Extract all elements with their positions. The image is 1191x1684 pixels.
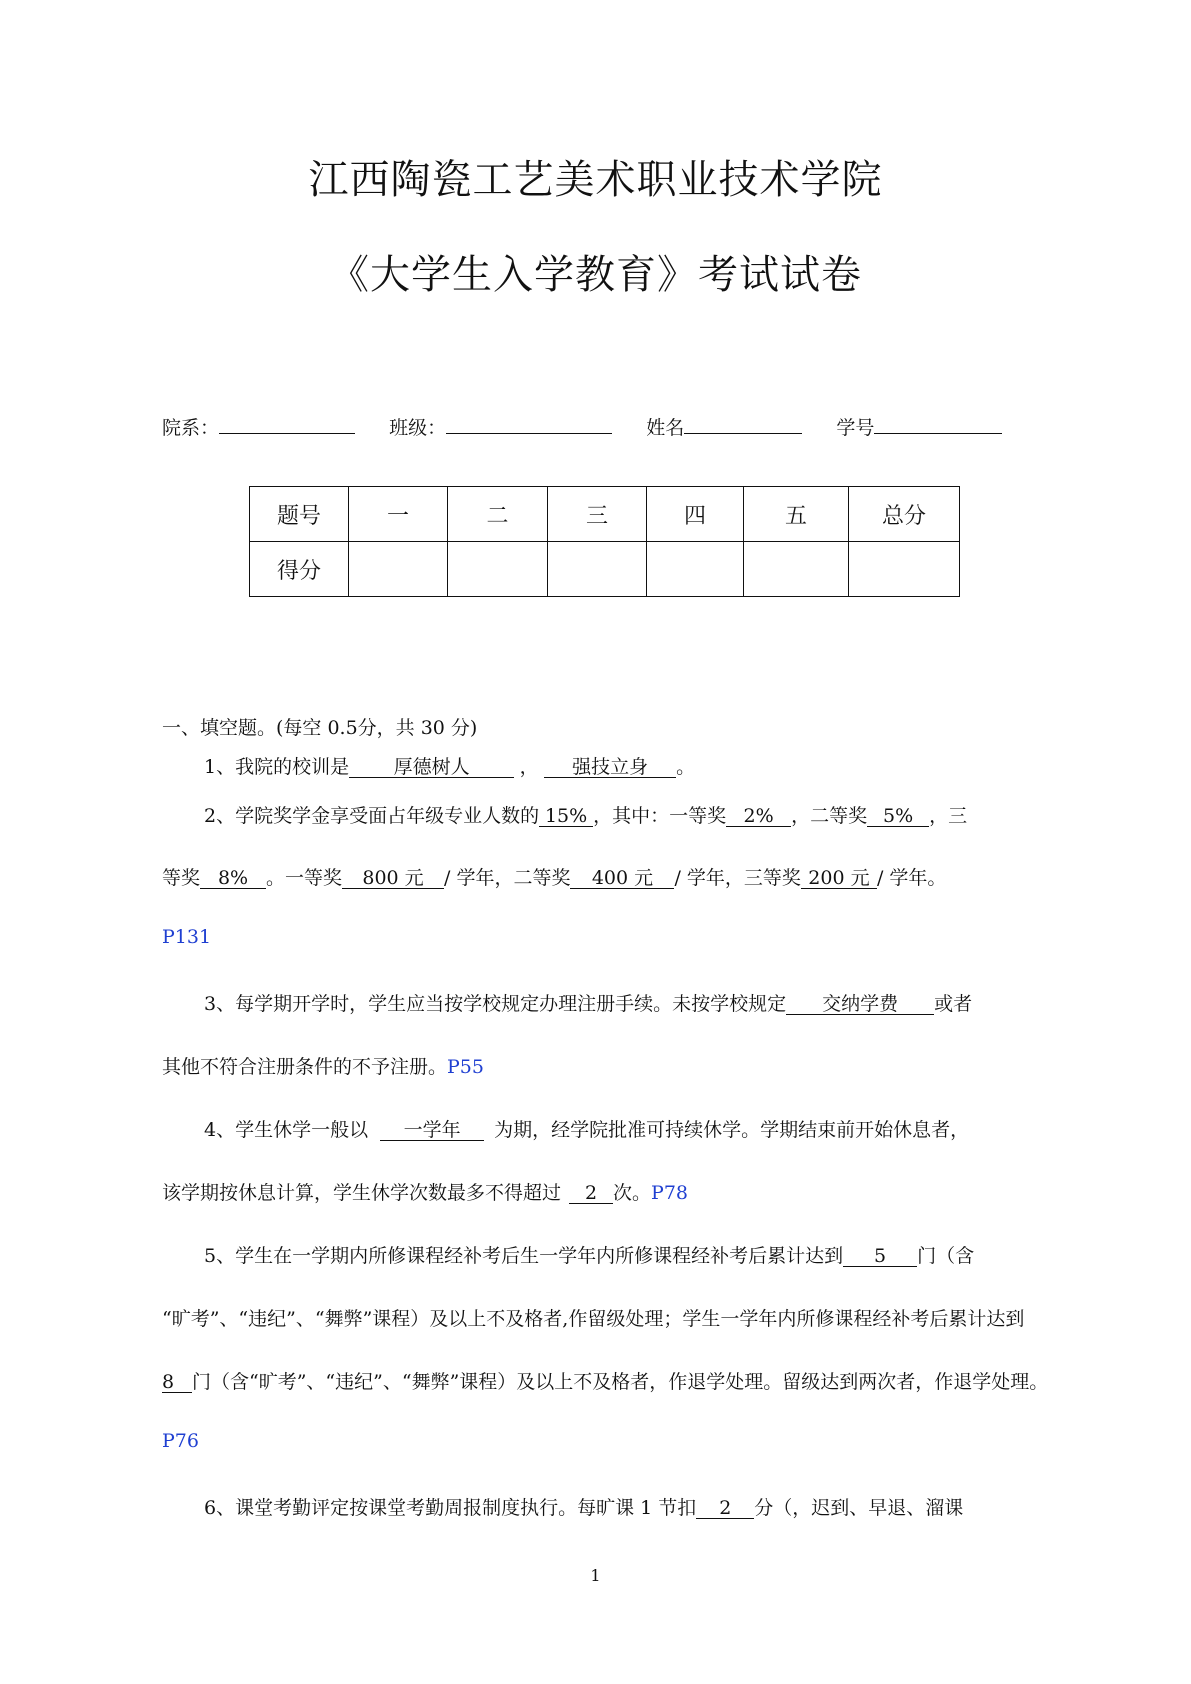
student-id-label: 学号 <box>836 417 875 439</box>
class-blank <box>446 415 612 434</box>
section-heading: 一、填空题。(每空 0.5分，共 30 分) <box>162 717 478 739</box>
header-cell: 一 <box>349 487 448 542</box>
header-cell: 三 <box>548 487 647 542</box>
dept-label: 院系： <box>162 417 220 439</box>
header-cell: 题号 <box>250 487 349 542</box>
question-5-line-2: “旷考”、“违纪”、“舞弊”课程）及以上不及格者,作留级处理；学生一学年内所修课程经补考后累计达到 <box>162 1308 1025 1330</box>
page-reference: P78 <box>651 1182 688 1204</box>
question-6: 6、课堂考勤评定按课堂考勤周报制度执行。每旷课 1 节扣 2 分（，迟到、早退、溜课 <box>204 1497 964 1519</box>
question-4-line-1: 4、学生休学一般以 一学年 为期，经学院批准可持续休学。学期结束前开始休息者， <box>204 1119 970 1141</box>
class-label: 班级： <box>389 417 447 439</box>
question-5-line-3: 8 门（含“旷考”、“违纪”、“舞弊”课程）及以上不及格者，作退学处理。留级达到两次者，作退学处理。 <box>162 1371 1049 1393</box>
question-5-line-1: 5、学生在一学期内所修课程经补考后生一学年内所修课程经补考后累计达到 5 门（含 <box>204 1245 975 1267</box>
student-info-row <box>162 413 1042 440</box>
question-2-line-1: 2、学院奖学金享受面占年级专业人数的 15% ，其中：一等奖 2% ，二等奖 5% ，三 <box>204 805 968 827</box>
score-cell[interactable] <box>448 542 548 597</box>
header-cell: 五 <box>744 487 849 542</box>
name-blank <box>684 415 802 434</box>
answer-blank: 800 元 <box>342 868 444 889</box>
answer-blank: 8% <box>200 868 266 889</box>
answer-blank: 15% <box>539 806 593 827</box>
answer-blank: 2% <box>726 806 791 827</box>
question-4-line-2: 该学期按休息计算，学生休学次数最多不得超过 2 次。P78 <box>162 1182 688 1204</box>
page-reference: P76 <box>162 1430 199 1452</box>
dept-blank <box>219 415 355 434</box>
answer-blank: 8 <box>162 1372 192 1393</box>
row-label: 得分 <box>250 542 349 597</box>
question-1: 1、我院的校训是 厚德树人 ， 强技立身 。 <box>204 756 696 778</box>
page-reference: P55 <box>447 1056 484 1078</box>
page-number: 1 <box>590 1566 601 1585</box>
question-2-line-2: 等奖 8% 。一等奖 800 元 / 学年，二等奖 400 元 / 学年，三等奖 200 元 / 学年。 <box>162 867 947 889</box>
header-cell: 二 <box>448 487 548 542</box>
answer-blank: 厚德树人 <box>349 757 514 778</box>
answer-blank: 一学年 <box>380 1120 484 1141</box>
answer-blank: 5 <box>843 1246 917 1267</box>
answer-blank: 2 <box>696 1498 754 1519</box>
answer-blank: 200 元 <box>801 868 877 889</box>
student-id-blank <box>874 415 1002 434</box>
answer-blank: 交纳学费 <box>786 994 934 1015</box>
answer-blank: 强技立身 <box>544 757 676 778</box>
exam-title: 《大学生入学教育》考试试卷 <box>329 252 862 298</box>
question-3-line-2: 其他不符合注册条件的不予注册。P55 <box>162 1056 484 1078</box>
score-cell[interactable] <box>349 542 448 597</box>
score-cell[interactable] <box>849 542 960 597</box>
answer-blank: 400 元 <box>570 868 674 889</box>
score-table-row <box>250 542 960 597</box>
school-title: 江西陶瓷工艺美术职业技术学院 <box>308 157 883 203</box>
score-table <box>249 486 960 597</box>
question-3-line-1: 3、每学期开学时，学生应当按学校规定办理注册手续。未按学校规定 交纳学费 或者 <box>204 993 973 1015</box>
score-cell[interactable] <box>548 542 647 597</box>
score-cell[interactable] <box>647 542 744 597</box>
score-cell[interactable] <box>744 542 849 597</box>
name-label: 姓名 <box>646 417 685 439</box>
score-table-header <box>250 487 960 542</box>
answer-blank: 2 <box>569 1183 613 1204</box>
header-cell: 总分 <box>849 487 960 542</box>
answer-blank: 5% <box>867 806 929 827</box>
page-reference: P131 <box>162 926 212 948</box>
header-cell: 四 <box>647 487 744 542</box>
